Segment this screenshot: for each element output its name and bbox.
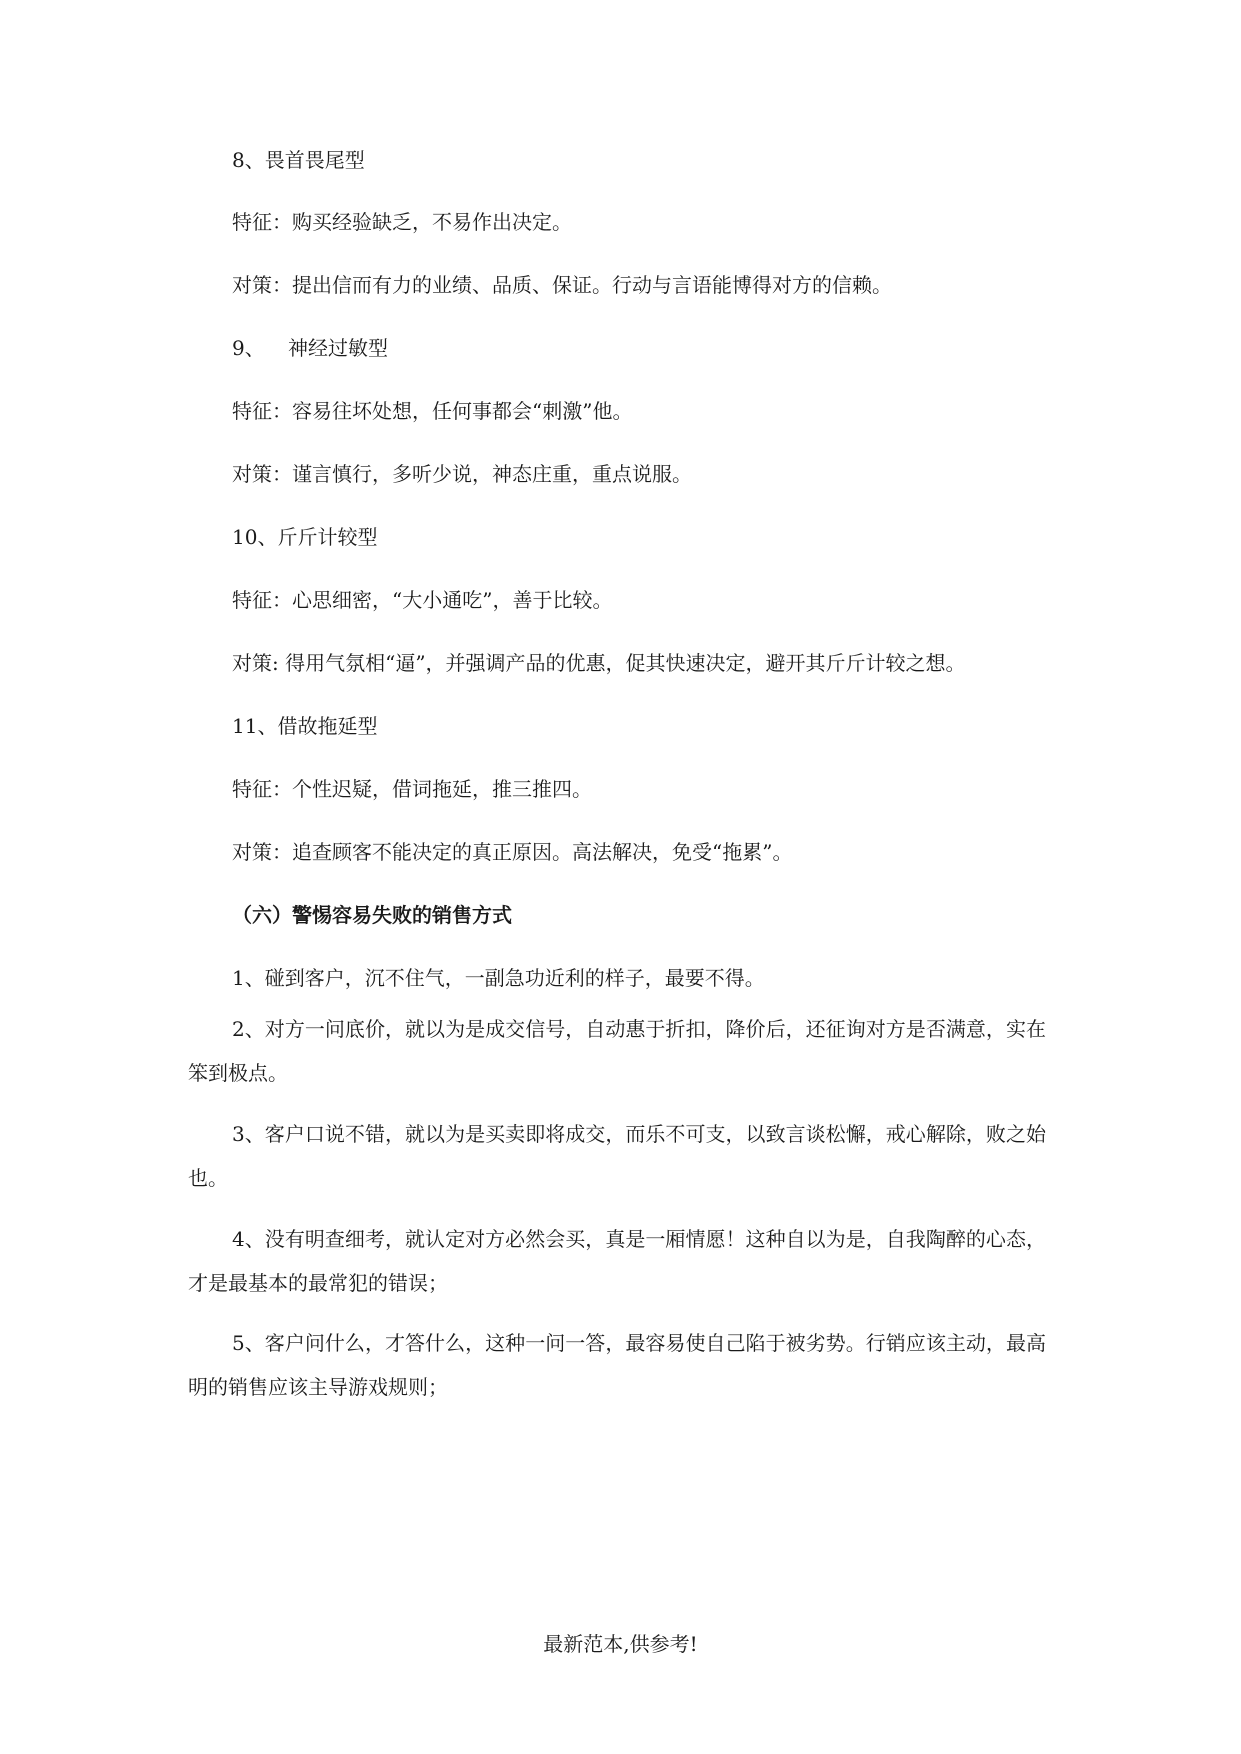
mistake-5: 5、客户问什么，才答什么，这种一问一答，最容易使自己陷于被劣势。行销应该主动，最高明的销售应该主导游戏规则； — [188, 1331, 1046, 1399]
type-8-heading: 8、畏首畏尾型 — [232, 148, 365, 172]
mistake-2: 2、对方一问底价，就以为是成交信号，自动惠于折扣，降价后，还征询对方是否满意，实在笨到极点。 — [188, 1017, 1046, 1085]
type-9-title: 神经过敏型 — [288, 336, 388, 360]
type-10-heading: 10、斤斤计较型 — [232, 525, 378, 549]
type-10-strategy: 对策: 得用气氛相“逼”，并强调产品的优惠，促其快速决定，避开其斤斤计较之想。 — [232, 651, 966, 675]
type-11-feature: 特征：个性迟疑，借词拖延，推三推四。 — [232, 777, 592, 801]
type-11-heading: 11、借故拖延型 — [232, 714, 378, 738]
type-9-strategy: 对策：谨言慎行，多听少说，神态庄重，重点说服。 — [232, 462, 692, 486]
type-9-number: 9、 — [232, 336, 265, 360]
mistake-4: 4、没有明查细考，就认定对方必然会买，真是一厢情愿！这种自以为是，自我陶醉的心态，才是最基本的最常犯的错误； — [188, 1227, 1046, 1295]
type-11-strategy: 对策：追查顾客不能决定的真正原因。高法解决，免受“拖累”。 — [232, 840, 793, 864]
section-title: （六）警惕容易失败的销售方式 — [232, 903, 512, 927]
type-10-feature: 特征：心思细密，“大小通吃”，善于比较。 — [232, 588, 613, 612]
type-9-heading — [232, 336, 388, 360]
page-footer: 最新范本,供参考! — [543, 1632, 698, 1656]
type-8-feature: 特征：购买经验缺乏，不易作出决定。 — [232, 210, 572, 234]
type-8-strategy: 对策：提出信而有力的业绩、品质、保证。行动与言语能博得对方的信赖。 — [232, 273, 892, 297]
type-9-feature: 特征：容易往坏处想，任何事都会“刺激”他。 — [232, 399, 633, 423]
mistake-3: 3、客户口说不错，就以为是买卖即将成交，而乐不可支，以致言谈松懈，戒心解除，败之始也。 — [188, 1122, 1046, 1190]
mistake-1: 1、碰到客户，沉不住气，一副急功近利的样子，最要不得。 — [232, 966, 765, 990]
